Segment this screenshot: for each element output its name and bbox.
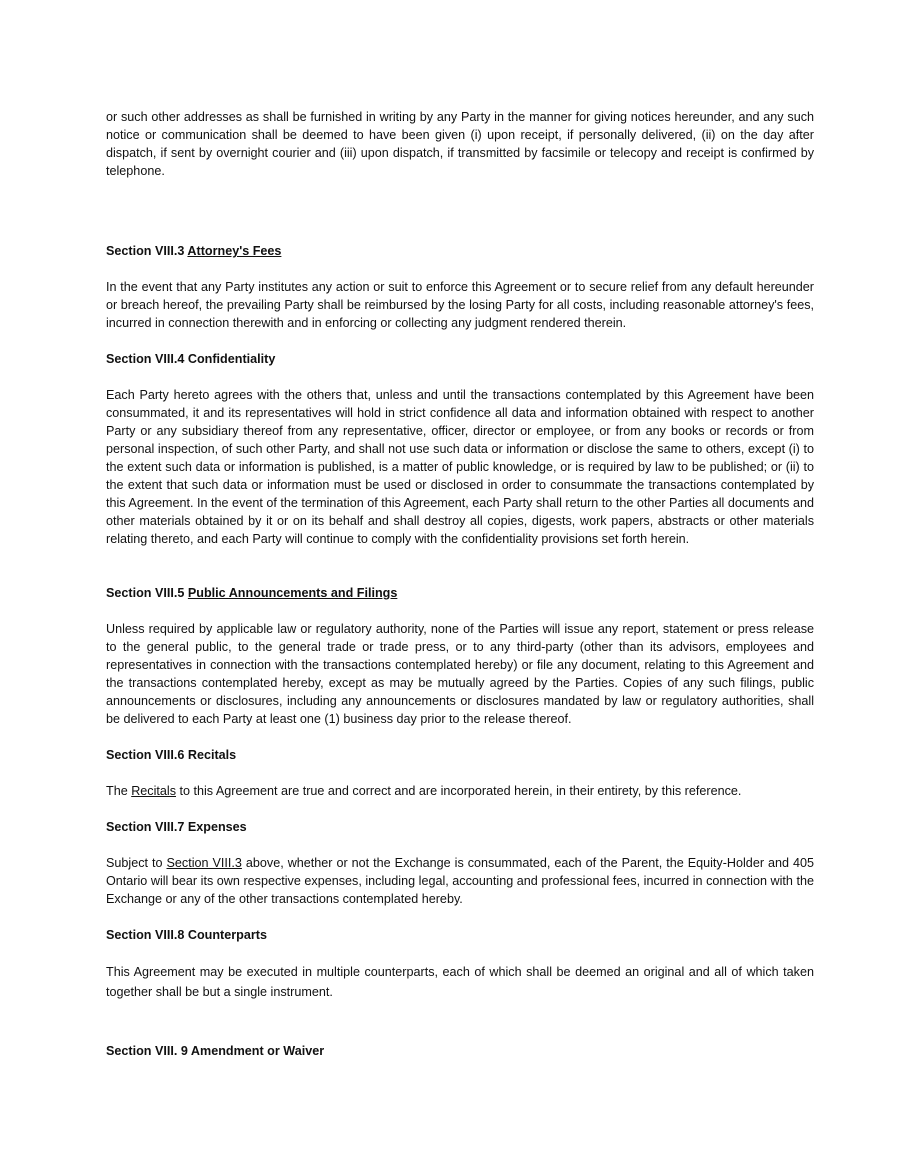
- section-8-9-heading: Section VIII. 9 Amendment or Waiver: [106, 1044, 325, 1058]
- section-8-5-title: Public Announcements and Filings: [187, 586, 398, 600]
- recitals-reference: Recitals: [131, 784, 176, 798]
- section-8-3-body: In the event that any Party institutes any action or suit to enforce this Agreement or to secure relief from any default hereunder or breach hereof, the prevailing Party shall be reimbursed by the losing Party for all costs, including reasonable attorney's fees, incurred in connection therewith and in enforcing or collecting any judgment rendered therein.: [106, 280, 814, 330]
- section-8-3-title: Attorney's Fees: [187, 244, 282, 258]
- section-8-8-body: This Agreement may be executed in multiple counterparts, each of which shall be deemed an original and all of which taken together shall be but a single instrument.: [106, 965, 814, 999]
- section-8-7-body-post: above, whether or not the Exchange is consummated, each of the Parent, the Equity-Holder and 405 Ontario will bear its own respective expenses, including legal, accounting and professional fees, incurred in connection with the Exchange or any of the other transactions contemplated hereby.: [106, 856, 815, 906]
- section-8-8-heading: Section VIII.8 Counterparts: [106, 928, 267, 942]
- section-8-6-heading: Section VIII.6 Recitals: [106, 748, 237, 762]
- section-8-5-heading: [106, 584, 814, 602]
- section-8-6-body-post: to this Agreement are true and correct and are incorporated herein, in their entirety, by this reference.: [176, 784, 742, 798]
- section-8-3-number: Section VIII.3: [106, 244, 188, 258]
- section-8-4-body: Each Party hereto agrees with the others that, unless and until the transactions contemplated by this Agreement have been consummated, it and its representatives will hold in strict confidence all data and information obtained with respect to another Party or any subsidiary thereof from any representative, officer, director or employee, or from any books or records or from personal inspection, of such other Party, and shall not use such data or information or disclose the same to others, except (i) to the extent such data or information is published, is a matter of public knowledge, or is required by law to be published; or (ii) to the extent that such data or information must be used or disclosed in order to consummate the transactions contemplated by this Agreement. In the event of the termination of this Agreement, each Party shall return to the other Parties all documents and other materials obtained by it or on its behalf and shall destroy all copies, digests, work papers, abstracts or other materials relating thereto, and each Party will continue to comply with the confidentiality provisions set forth herein.: [106, 388, 814, 546]
- section-8-5-body: Unless required by applicable law or regulatory authority, none of the Parties will issue any report, statement or press release to the general public, to the general trade or trade press, or to any third-party (other than its advisors, employees and representatives in connection with the transactions contemplated hereby) or file any document, relating to this Agreement and the transactions contemplated hereby, except as may be mutually agreed by the Parties. Copies of any such filings, public announcements or disclosures, including any announcements or disclosures mandated by law or regulatory authorities, shall be delivered to each Party at least one (1) business day prior to the release thereof.: [106, 622, 814, 726]
- section-8-7-body: [106, 854, 814, 908]
- section-8-5-number: Section VIII.5: [106, 586, 188, 600]
- section-8-6-body: [106, 782, 814, 800]
- section-8-6-body-pre: The: [106, 784, 132, 798]
- section-8-4-heading: Section VIII.4 Confidentiality: [106, 352, 276, 366]
- section-8-3-reference: Section VIII.3: [166, 856, 242, 870]
- section-8-7-body-pre: Subject to: [106, 856, 167, 870]
- section-8-3-heading: [106, 242, 814, 260]
- notice-continuation-paragraph: or such other addresses as shall be furnished in writing by any Party in the manner for giving notices hereunder, and any such notice or communication shall be deemed to have been given (i) upon receipt, if personally delivered, (ii) on the day after dispatch, if sent by overnight courier and (iii) upon dispatch, if transmitted by facsimile or telecopy and receipt is confirmed by telephone.: [106, 110, 814, 178]
- section-8-7-heading: Section VIII.7 Expenses: [106, 820, 247, 834]
- document-page: [106, 108, 814, 1060]
